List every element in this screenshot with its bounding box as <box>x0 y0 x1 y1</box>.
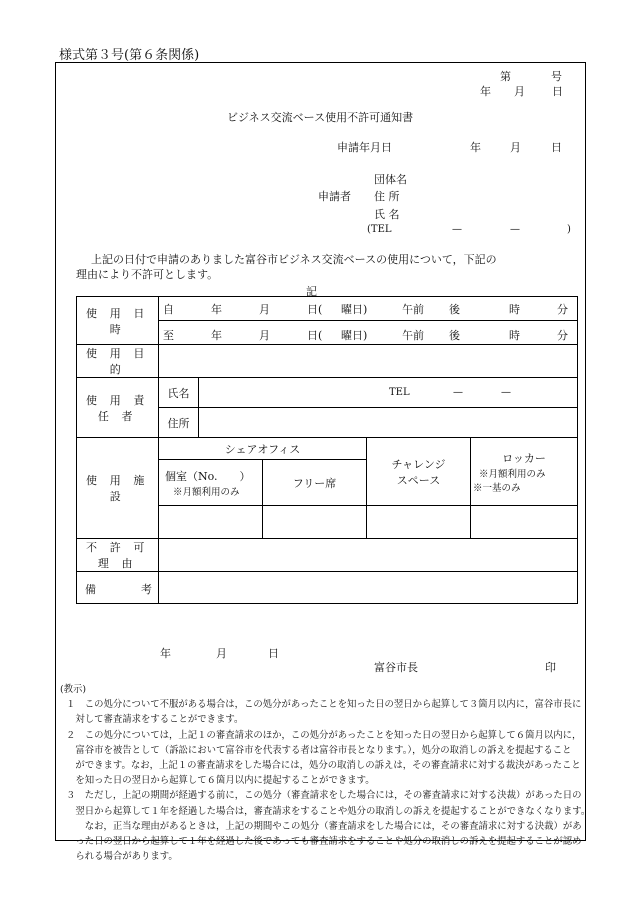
from-label: 自 <box>163 303 174 316</box>
datetime-label: 使 用 日 時 <box>77 297 159 345</box>
applicant-tel-close: ) <box>567 224 571 235</box>
private-room-title: 個室（No. ） <box>165 469 251 483</box>
doc-date-day: 日 <box>552 85 563 98</box>
applicant-address-label: 住 所 <box>374 190 400 203</box>
note-line: １ この処分について不服がある場合は，この処分があったことを知った日の翌日から起算して３箇月以内に，富谷市長に <box>66 699 582 711</box>
note-line: った日の翌日から起算して１年を経過した後であっても審査請求をすることや処分の取消しの訴えを提起することが認め <box>66 836 582 848</box>
doc-number-no: 第 <box>500 70 511 83</box>
from-weekday: 曜日) <box>341 303 368 316</box>
note-line: 翌日から起算して１年を経過した場合は，審査請求をすることや処分の取消しの訴えを提起することができなくなります。 <box>66 805 591 817</box>
notes-section <box>60 682 591 864</box>
responsible-tel-label: TEL <box>389 387 410 398</box>
responsible-label: 使 用 責 任 者 <box>77 378 159 438</box>
purpose-field[interactable] <box>159 345 578 378</box>
to-weekday: 曜日) <box>341 329 368 342</box>
application-date-month: 月 <box>510 141 521 154</box>
application-table <box>76 296 578 604</box>
to-label: 至 <box>163 329 174 342</box>
note-line: ができます。なお，上記１の審査請求をした場合には，処分の取消しの訴えは，その審査請求に対する裁決があったこと <box>66 760 581 772</box>
doc-date-year: 年 <box>480 85 491 98</box>
challenge-space-line-2: スペース <box>396 473 441 487</box>
share-office-header: シェアオフィス <box>159 438 367 460</box>
mayor-name: 富谷市長 <box>374 661 418 674</box>
note-line: を知った日の翌日から起算して６箇月以内に提起することができます。 <box>66 775 375 787</box>
datetime-to-row <box>159 321 578 345</box>
remarks-label <box>77 572 159 604</box>
to-day: 日( <box>307 329 323 342</box>
note-line: 富谷市を被告として（訴訟において富谷市を代表する者は富谷市長となります。），処分の取消しの訴えを提起すること <box>66 744 572 756</box>
footer-month: 月 <box>216 647 227 660</box>
private-room-field[interactable] <box>159 506 263 539</box>
notes-title: (教示) <box>60 684 87 695</box>
responsible-tel-dash-1: — <box>453 387 463 398</box>
ki-label: 記 <box>306 285 317 298</box>
footer-day: 日 <box>268 647 279 660</box>
remarks-field[interactable] <box>159 572 578 604</box>
to-year: 年 <box>211 329 222 342</box>
remarks-label-2: 考 <box>141 583 152 596</box>
locker-note-1: ※月額利用のみ <box>479 468 546 480</box>
application-date-label: 申請年月日 <box>337 141 392 154</box>
to-minute: 分 <box>557 329 568 342</box>
reason-field[interactable] <box>159 539 578 572</box>
applicant-tel-dash-1: — <box>452 224 462 235</box>
locker-header <box>471 438 578 506</box>
note-line: なお，正当な理由があるときは，上記の期間やこの処分（審査請求をした場合には，その審査請求に対する決裁）があ <box>66 820 582 832</box>
reason-label: 不 許 可 理 由 <box>77 539 159 572</box>
body-line-2: 理由により不許可とします。 <box>76 268 219 281</box>
note-line: ２ この処分については，上記１の審査請求のほか，この処分があったことを知った日の翌日から起算して６箇月以内に， <box>66 729 582 741</box>
challenge-space-line-1: チャレンジ <box>391 457 446 471</box>
responsible-address-label: 住所 <box>159 408 199 438</box>
to-pm: 後 <box>449 329 460 342</box>
challenge-space-header <box>367 438 471 506</box>
doc-date-month: 月 <box>514 85 525 98</box>
seal-mark: 印 <box>545 661 556 674</box>
remarks-label-1: 備 <box>85 583 96 596</box>
locker-note-2: ※一基のみ <box>473 482 521 494</box>
application-date-day: 日 <box>551 141 562 154</box>
note-line: ３ ただし，上記の期間が経過する前に，この処分（審査請求をした場合には，その審査請求に対する決裁）があった日の <box>66 790 582 802</box>
group-name-label: 団体名 <box>374 173 407 186</box>
body-line-1: 上記の日付で申請のありました富谷市ビジネス交流ベースの使用について，下記の <box>91 253 497 266</box>
applicant-label: 申請者 <box>318 190 351 203</box>
footer-year: 年 <box>160 647 171 660</box>
purpose-label: 使 用 目 的 <box>77 345 159 378</box>
responsible-name-field[interactable] <box>199 378 578 408</box>
doc-number-go: 号 <box>551 70 562 83</box>
responsible-address-field[interactable] <box>199 408 578 438</box>
applicant-tel-dash-2: — <box>510 224 520 235</box>
from-month: 月 <box>259 303 270 316</box>
facility-label: 使 用 施 設 <box>77 438 159 539</box>
locker-title: ロッカー <box>502 451 546 465</box>
note-line: 対して審査請求をすることができます。 <box>66 714 244 726</box>
to-hour: 時 <box>509 329 520 342</box>
responsible-name-label: 氏名 <box>159 378 199 408</box>
free-seat-header: フリー席 <box>263 460 367 506</box>
from-minute: 分 <box>557 303 568 316</box>
application-date-year: 年 <box>470 141 481 154</box>
from-day: 日( <box>307 303 323 316</box>
responsible-tel-dash-2: — <box>501 387 511 398</box>
document-title: ビジネス交流ベース使用不許可通知書 <box>227 111 414 124</box>
to-am: 午前 <box>402 329 424 342</box>
locker-field[interactable] <box>471 506 578 539</box>
private-room-header <box>159 460 263 506</box>
from-pm: 後 <box>449 303 460 316</box>
free-seat-field[interactable] <box>263 506 367 539</box>
form-label: 様式第３号(第６条関係) <box>59 48 200 63</box>
challenge-space-field[interactable] <box>367 506 471 539</box>
from-year: 年 <box>211 303 222 316</box>
note-line: られる場合があります。 <box>66 851 178 863</box>
from-am: 午前 <box>402 303 424 316</box>
datetime-from-row <box>159 297 578 321</box>
private-room-note: ※月額利用のみ <box>173 486 240 498</box>
to-month: 月 <box>259 329 270 342</box>
applicant-name-label: 氏 名 <box>374 208 400 221</box>
from-hour: 時 <box>509 303 520 316</box>
applicant-tel-open: (TEL <box>367 224 392 235</box>
